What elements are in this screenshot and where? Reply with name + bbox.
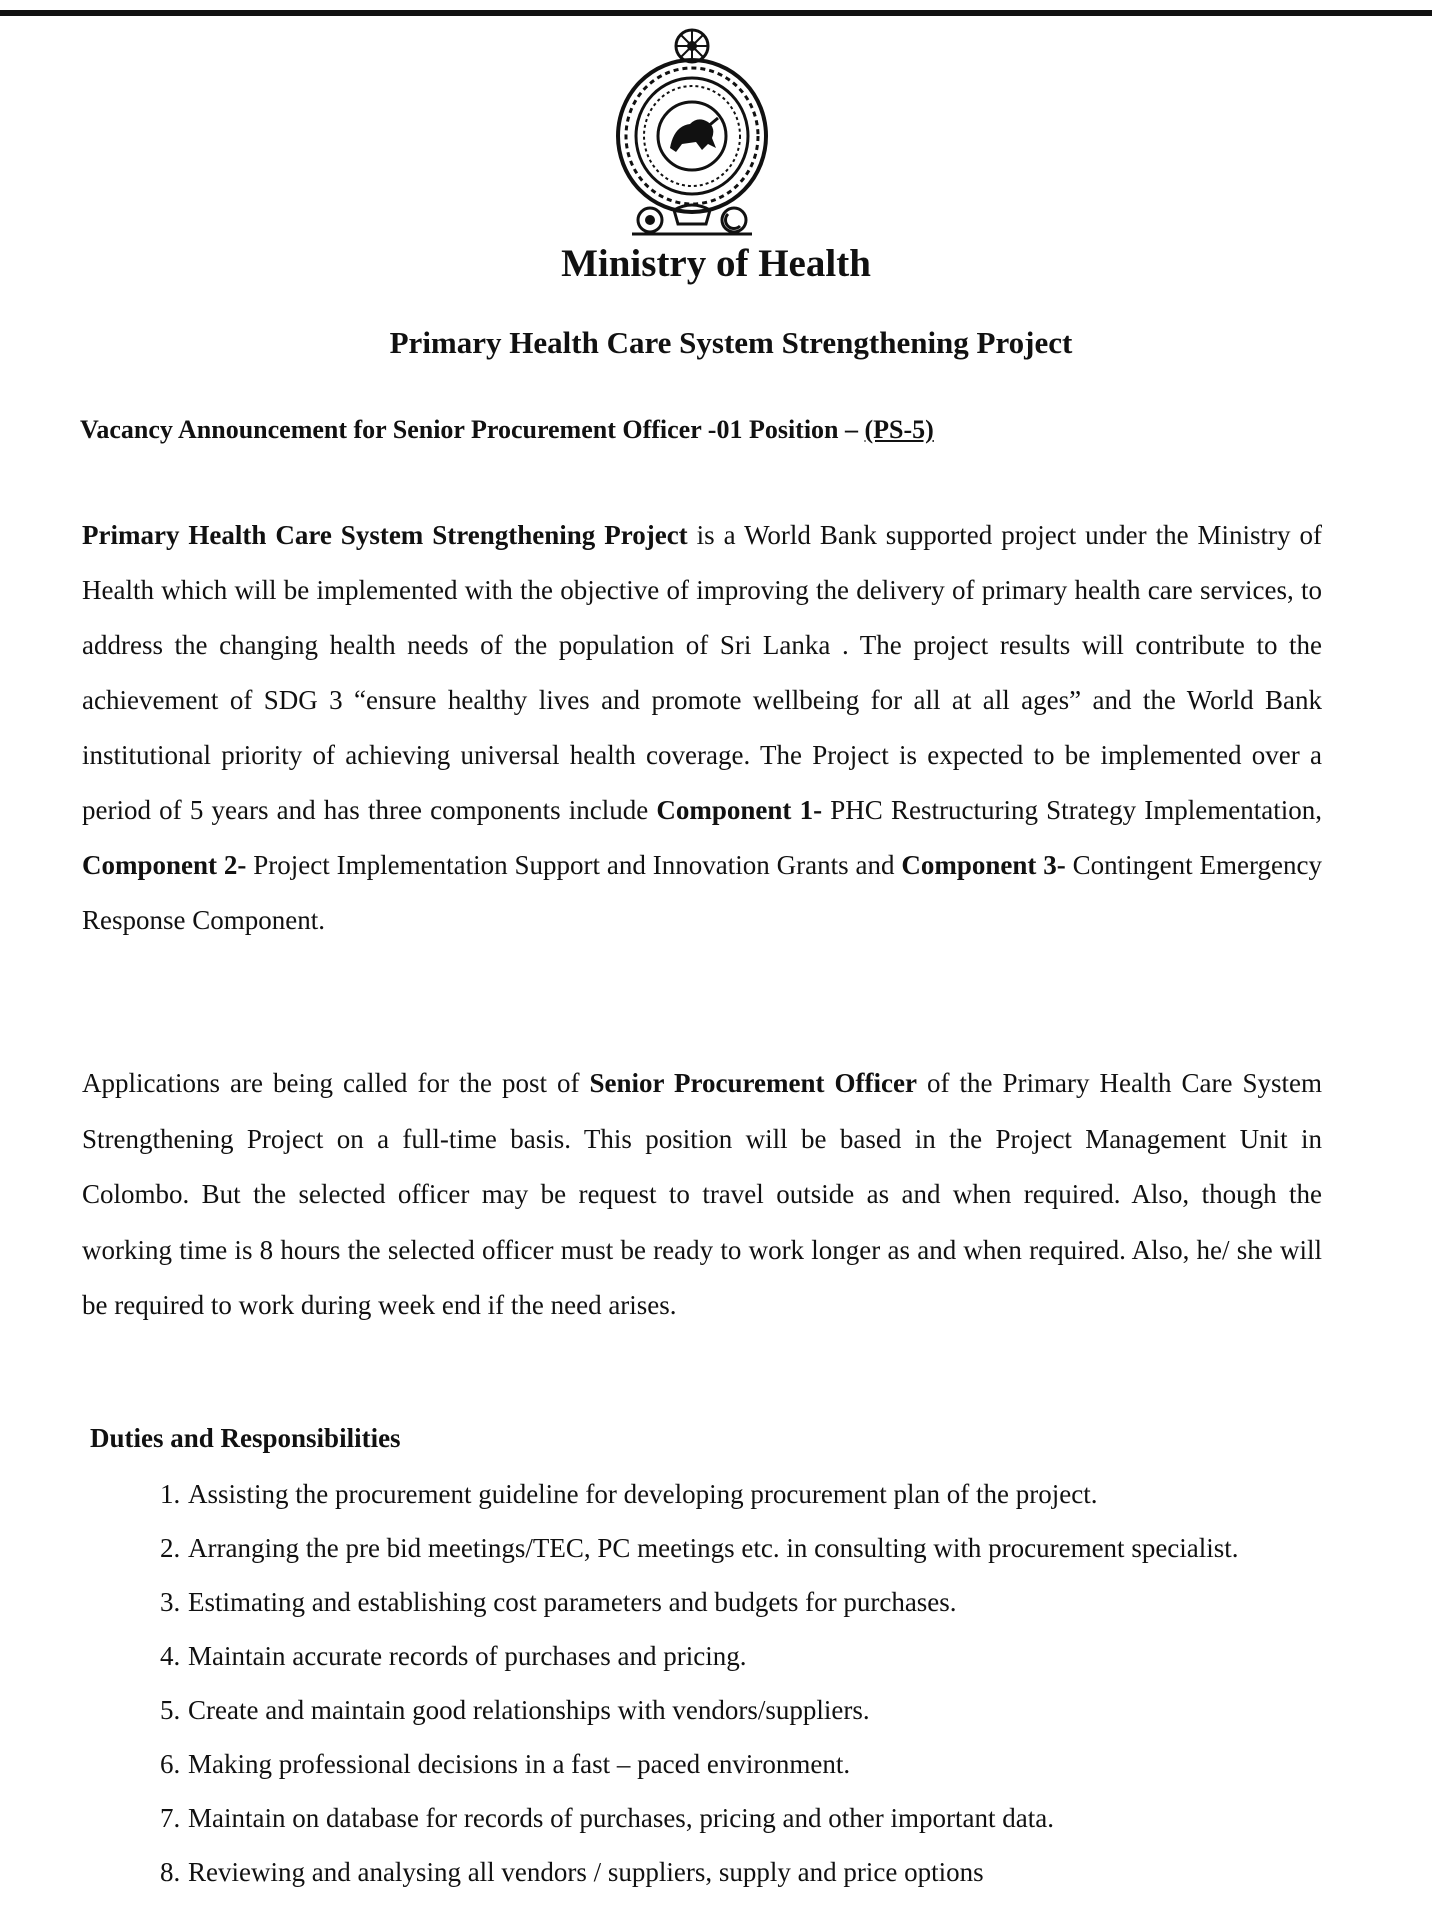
- duty-number: 7.: [160, 1803, 181, 1833]
- duty-text: Estimating and establishing cost parameters and budgets for purchases.: [188, 1587, 957, 1617]
- vacancy-code: (PS-5): [864, 415, 934, 444]
- duty-text: Maintain on database for records of purchases, pricing and other important data.: [188, 1803, 1054, 1833]
- vacancy-heading: [80, 412, 934, 448]
- duty-item: [160, 1576, 1330, 1630]
- duty-text: Create and maintain good relationships with vendors/suppliers.: [188, 1695, 870, 1725]
- duty-number: 5.: [160, 1695, 181, 1725]
- duty-number: 3.: [160, 1587, 181, 1617]
- ministry-title: Ministry of Health: [561, 242, 871, 285]
- project-title: Primary Health Care System Strengthening Project: [389, 325, 1073, 360]
- intro-text-3: Project Implementation Support and Innovation Grants and: [246, 850, 902, 880]
- intro-project-name: Primary Health Care System Strengthening Project: [82, 520, 688, 550]
- duty-number: 2.: [160, 1533, 181, 1563]
- sri-lanka-national-emblem-icon: [612, 24, 772, 240]
- duty-number: 4.: [160, 1641, 181, 1671]
- intro-text-2: PHC Restructuring Strategy Implementation,: [822, 795, 1322, 825]
- duty-item: [160, 1792, 1330, 1846]
- duty-text: Reviewing and analysing all vendors / suppliers, supply and price options: [188, 1857, 984, 1887]
- duty-item: [160, 1684, 1330, 1738]
- project-intro-paragraph: [82, 508, 1322, 948]
- duty-item: [160, 1630, 1330, 1684]
- intro-text-1: is a World Bank supported project under the Ministry of Health which will be implemented with the objective of improving the delivery of primary health care services, to address the changing health needs of the population of Sri Lanka . The project results will contribute to the achievement of SDG 3 “ensure healthy lives and promote wellbeing for all at all ages” and the World Bank institutional priority of achieving universal health coverage. The Project is expected to be implemented over a period of 5 years and has three components include: [82, 520, 1322, 825]
- duty-item: [160, 1738, 1330, 1792]
- duties-list: [160, 1468, 1330, 1900]
- duty-number: 1.: [160, 1479, 181, 1509]
- duty-text: Making professional decisions in a fast – paced environment.: [188, 1749, 851, 1779]
- applications-text-2: of the Primary Health Care System Strengthening Project on a full-time basis. This position will be based in the Project Management Unit in Colombo. But the selected officer may be request to travel outside as and when required. Also, though the working time is 8 hours the selected officer must be ready to work longer as and when required. Also, he/ she will be required to work during week end if the need arises.: [82, 1068, 1322, 1320]
- duty-item: [160, 1846, 1330, 1900]
- applications-text-1: Applications are being called for the post of: [82, 1068, 590, 1098]
- duty-item: [160, 1522, 1330, 1576]
- component-1-label: Component 1-: [656, 795, 823, 825]
- applications-post: Senior Procurement Officer: [589, 1068, 917, 1098]
- duty-text: Maintain accurate records of purchases and pricing.: [188, 1641, 747, 1671]
- duty-item: [160, 1468, 1330, 1522]
- duty-text: Arranging the pre bid meetings/TEC, PC meetings etc. in consulting with procurement specialist.: [188, 1533, 1239, 1563]
- component-2-label: Component 2-: [82, 850, 247, 880]
- applications-paragraph: [82, 1056, 1322, 1334]
- duty-number: 6.: [160, 1749, 181, 1779]
- duty-number: 8.: [160, 1857, 181, 1887]
- top-rule: [0, 10, 1432, 16]
- vacancy-heading-text: Vacancy Announcement for Senior Procurement Officer -01 Position –: [80, 415, 865, 444]
- component-3-label: Component 3-: [901, 850, 1066, 880]
- intro-text-4: Contingent Emergency Response Component.: [82, 850, 1323, 935]
- duty-text: Assisting the procurement guideline for developing procurement plan of the project.: [188, 1479, 1098, 1509]
- duties-heading: Duties and Responsibilities: [90, 1423, 401, 1453]
